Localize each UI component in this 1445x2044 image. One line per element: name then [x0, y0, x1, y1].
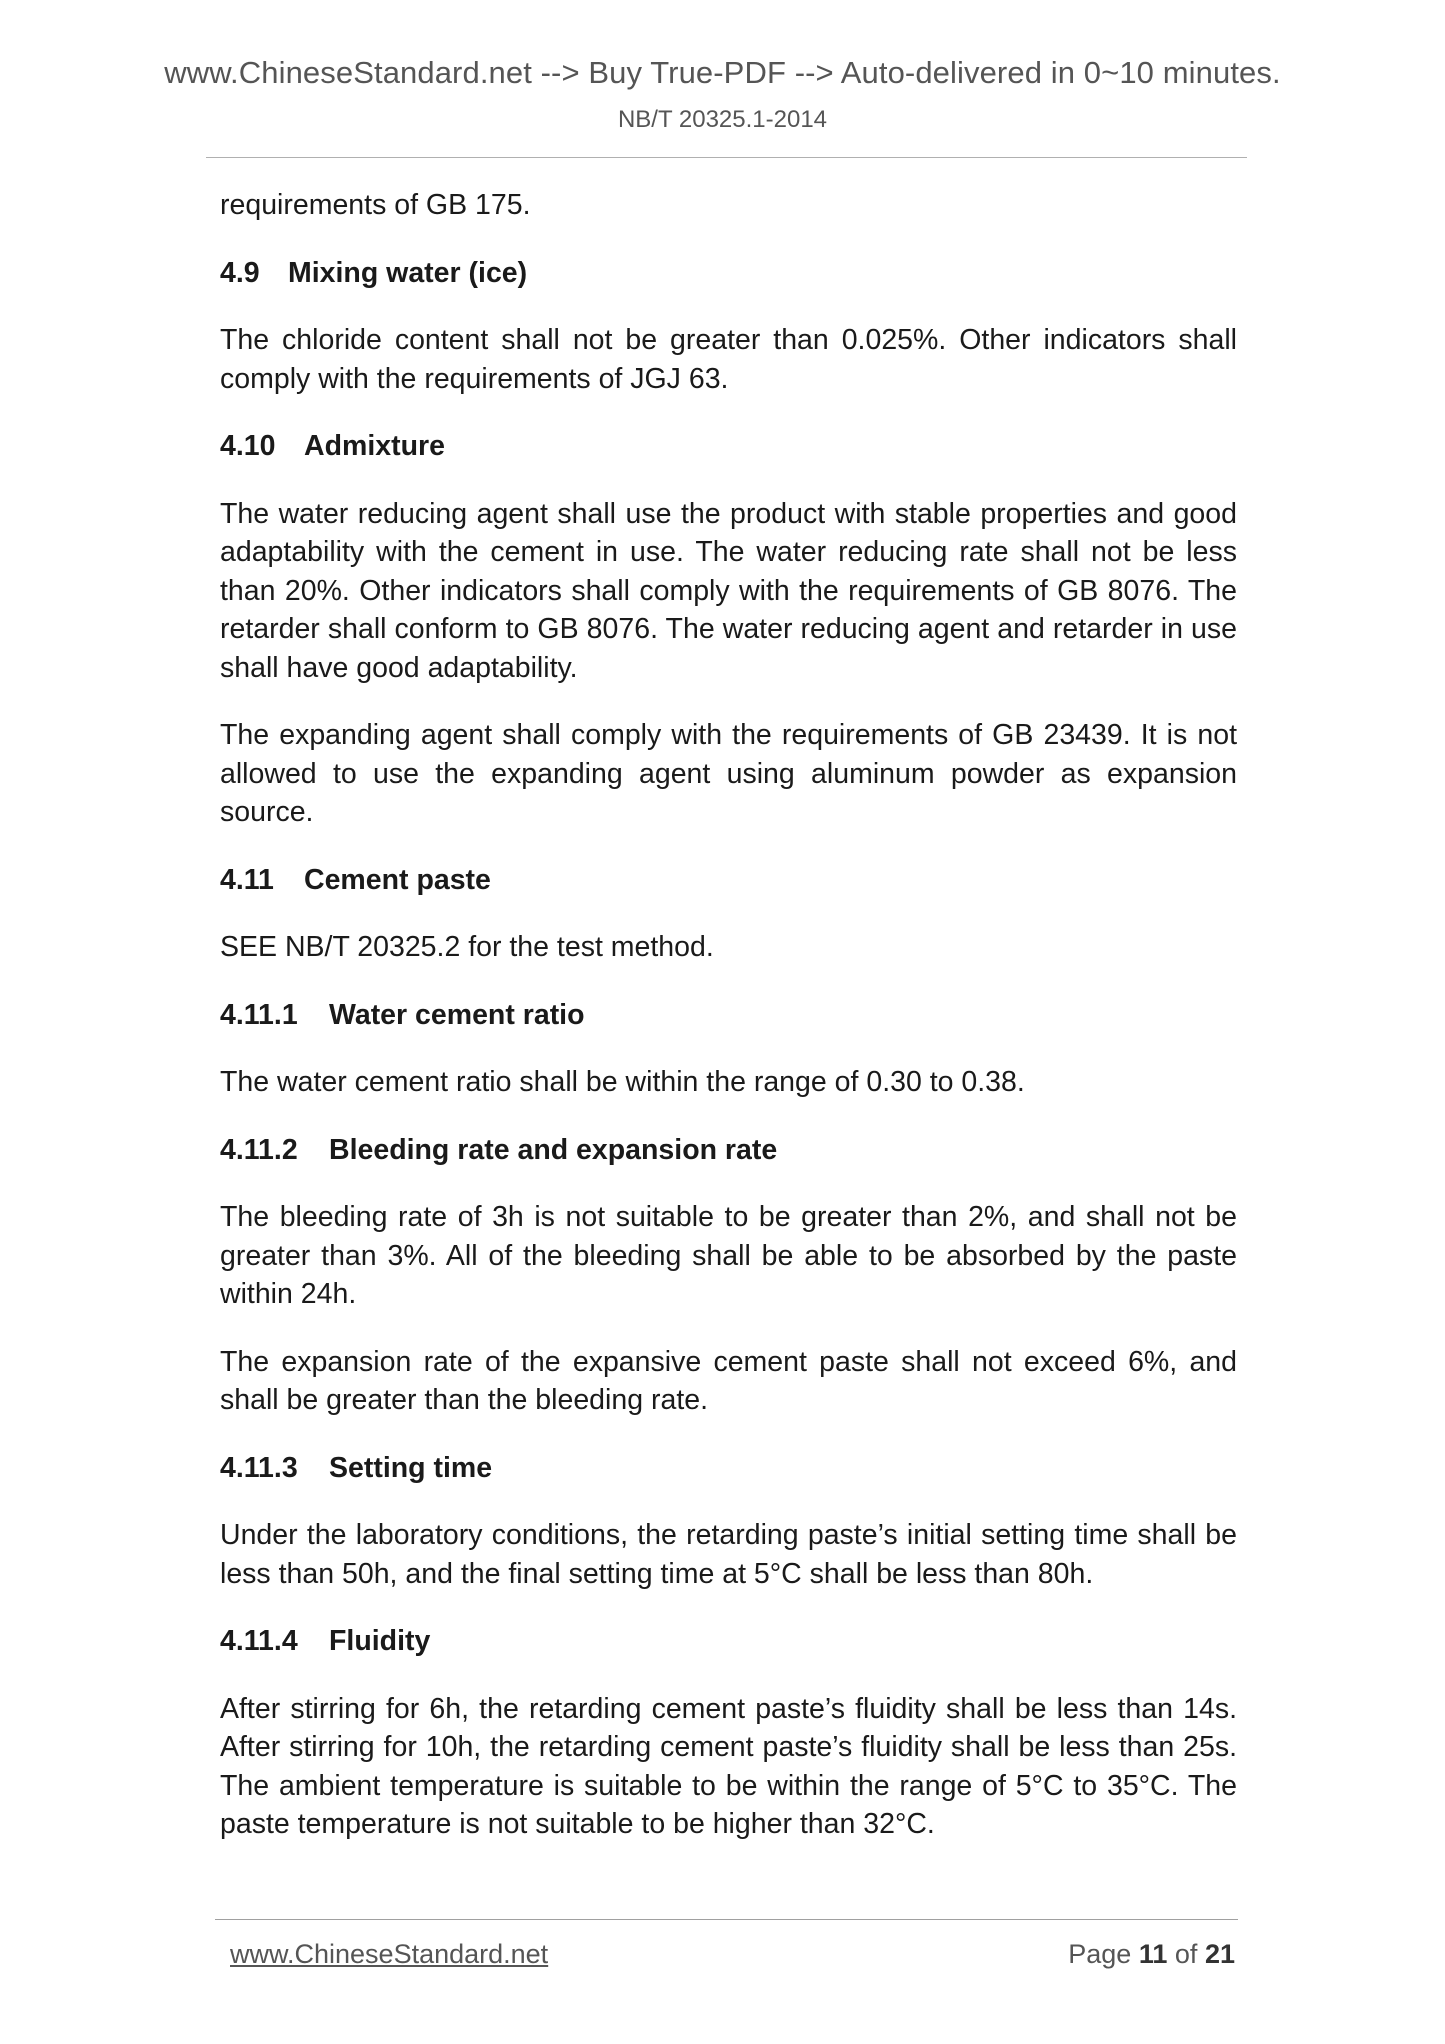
- page-prefix: Page: [1068, 1939, 1132, 1969]
- section-heading-4-9: [220, 254, 1237, 293]
- paragraph-water-reducing-agent: The water reducing agent shall use the product with stable properties and good adaptability with the cement in use. The water reducing rate shall not be less than 20%. Other indicators shall comply with the requirements of GB 8076. The retarder shall conform to GB 8076. The water reducing agent and retarder in use shall have good adaptability.: [220, 497, 1237, 684]
- paragraph-setting-time: Under the laboratory conditions, the retarding paste’s initial setting time shall be less than 50h, and the final setting time at 5°C shall be less than 80h.: [220, 1519, 1237, 1590]
- section-title: Admixture: [304, 430, 445, 462]
- section-number: 4.10: [220, 430, 276, 462]
- paragraph-fluidity: After stirring for 6h, the retarding cement paste’s fluidity shall be less than 14s. After stirring for 10h, the retarding cement paste’s fluidity shall be less than 25s. The ambient temperature is suitable to be within the range of 5°C to 35°C. The paste temperature is not suitable to be higher than 32°C.: [220, 1692, 1237, 1840]
- section-heading-4-11-3: [220, 1449, 1237, 1488]
- section-number: 4.11.2: [220, 1133, 298, 1166]
- section-number: 4.11: [220, 863, 274, 896]
- section-number: 4.9: [220, 256, 260, 289]
- section-heading-4-11: [220, 861, 1237, 900]
- section-title: Setting time: [329, 1451, 493, 1484]
- document-body: [220, 186, 1237, 1873]
- paragraph-bleeding-rate: The bleeding rate of 3h is not suitable to be greater than 2%, and shall not be greater than 3%. All of the bleeding shall be able to be absorbed by the paste within 24h.: [220, 1201, 1237, 1310]
- page-of: of: [1174, 1939, 1198, 1969]
- section-title: Mixing water (ice): [288, 256, 528, 289]
- section-title: Water cement ratio: [329, 998, 585, 1031]
- standard-number: NB/T 20325.1-2014: [617, 106, 828, 133]
- section-title: Bleeding rate and expansion rate: [329, 1133, 778, 1166]
- section-title: Fluidity: [329, 1625, 431, 1657]
- page-current: 11: [1138, 1939, 1168, 1969]
- page-number: [1068, 1939, 1235, 1970]
- paragraph-test-method: SEE NB/T 20325.2 for the test method.: [220, 931, 714, 963]
- section-heading-4-11-1: [220, 996, 1237, 1035]
- page-total: 21: [1204, 1939, 1235, 1969]
- section-number: 4.11.3: [220, 1451, 298, 1484]
- section-heading-4-11-2: [220, 1131, 1237, 1170]
- footer-website-link[interactable]: www.ChineseStandard.net: [230, 1939, 549, 1969]
- header-divider: [206, 157, 1247, 158]
- paragraph-expanding-agent: The expanding agent shall comply with the requirements of GB 23439. It is not allowed to use the expanding agent using aluminum powder as expansion source.: [220, 719, 1237, 828]
- section-number: 4.11.4: [220, 1625, 298, 1657]
- section-number: 4.11.1: [220, 998, 298, 1031]
- paragraph-water-cement-ratio: The water cement ratio shall be within the range of 0.30 to 0.38.: [220, 1066, 1025, 1098]
- paragraph-expansion-rate: The expansion rate of the expansive cement paste shall not exceed 6%, and shall be greater than the bleeding rate.: [220, 1345, 1237, 1416]
- section-heading-4-10: [220, 427, 1237, 466]
- section-heading-4-11-4: [220, 1622, 1237, 1661]
- paragraph-chloride: The chloride content shall not be greater than 0.025%. Other indicators shall comply with the requirements of JGJ 63.: [220, 324, 1237, 395]
- footer-divider: [215, 1919, 1238, 1920]
- paragraph-continuation: requirements of GB 175.: [220, 189, 531, 221]
- section-title: Cement paste: [304, 863, 491, 896]
- header-banner: www.ChineseStandard.net --> Buy True-PDF --> Auto-delivered in 0~10 minutes.: [164, 55, 1281, 90]
